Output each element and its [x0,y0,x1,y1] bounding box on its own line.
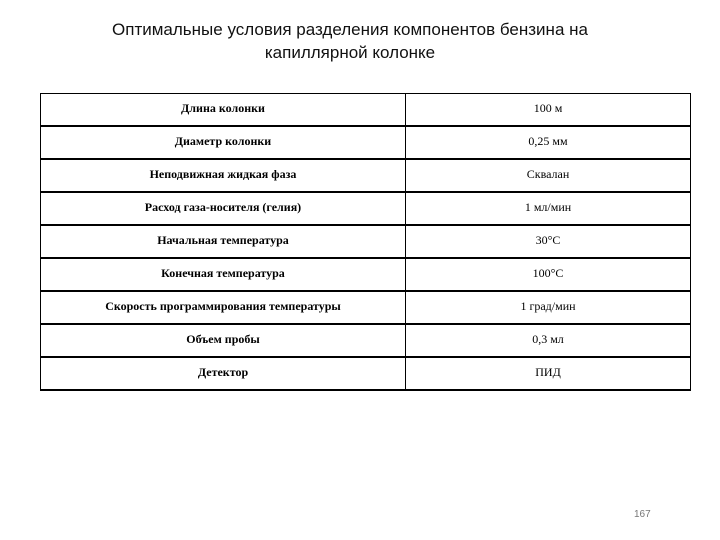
page-number: 167 [634,509,651,520]
value-cell: 0,3 мл [406,324,691,357]
parameter-cell: Диаметр колонки [41,126,406,159]
table-row [41,126,691,159]
parameter-cell: Длина колонки [41,94,406,127]
value-cell: 100°С [406,258,691,291]
parameter-cell: Конечная температура [41,258,406,291]
separation-conditions-table [40,93,691,391]
table-row [41,291,691,324]
table-row [41,357,691,390]
table-row [41,94,691,127]
parameter-cell: Скорость программирования температуры [41,291,406,324]
table-row [41,159,691,192]
value-cell: 30°С [406,225,691,258]
parameter-cell: Расход газа-носителя (гелия) [41,192,406,225]
slide-title [0,18,700,64]
table-row [41,324,691,357]
table-row [41,258,691,291]
slide-title-line-2: капиллярной колонке [264,43,436,62]
parameter-cell: Неподвижная жидкая фаза [41,159,406,192]
parameter-cell: Объем пробы [41,324,406,357]
slide-title-line-1: Оптимальные условия разделения компонентов бензина на [112,20,588,39]
value-cell: ПИД [406,357,691,390]
value-cell: 100 м [406,94,691,127]
parameter-cell: Детектор [41,357,406,390]
parameter-cell: Начальная температура [41,225,406,258]
table-row [41,192,691,225]
value-cell: 1 мл/мин [406,192,691,225]
value-cell: Сквалан [406,159,691,192]
value-cell: 1 град/мин [406,291,691,324]
table-row [41,225,691,258]
value-cell: 0,25 мм [406,126,691,159]
